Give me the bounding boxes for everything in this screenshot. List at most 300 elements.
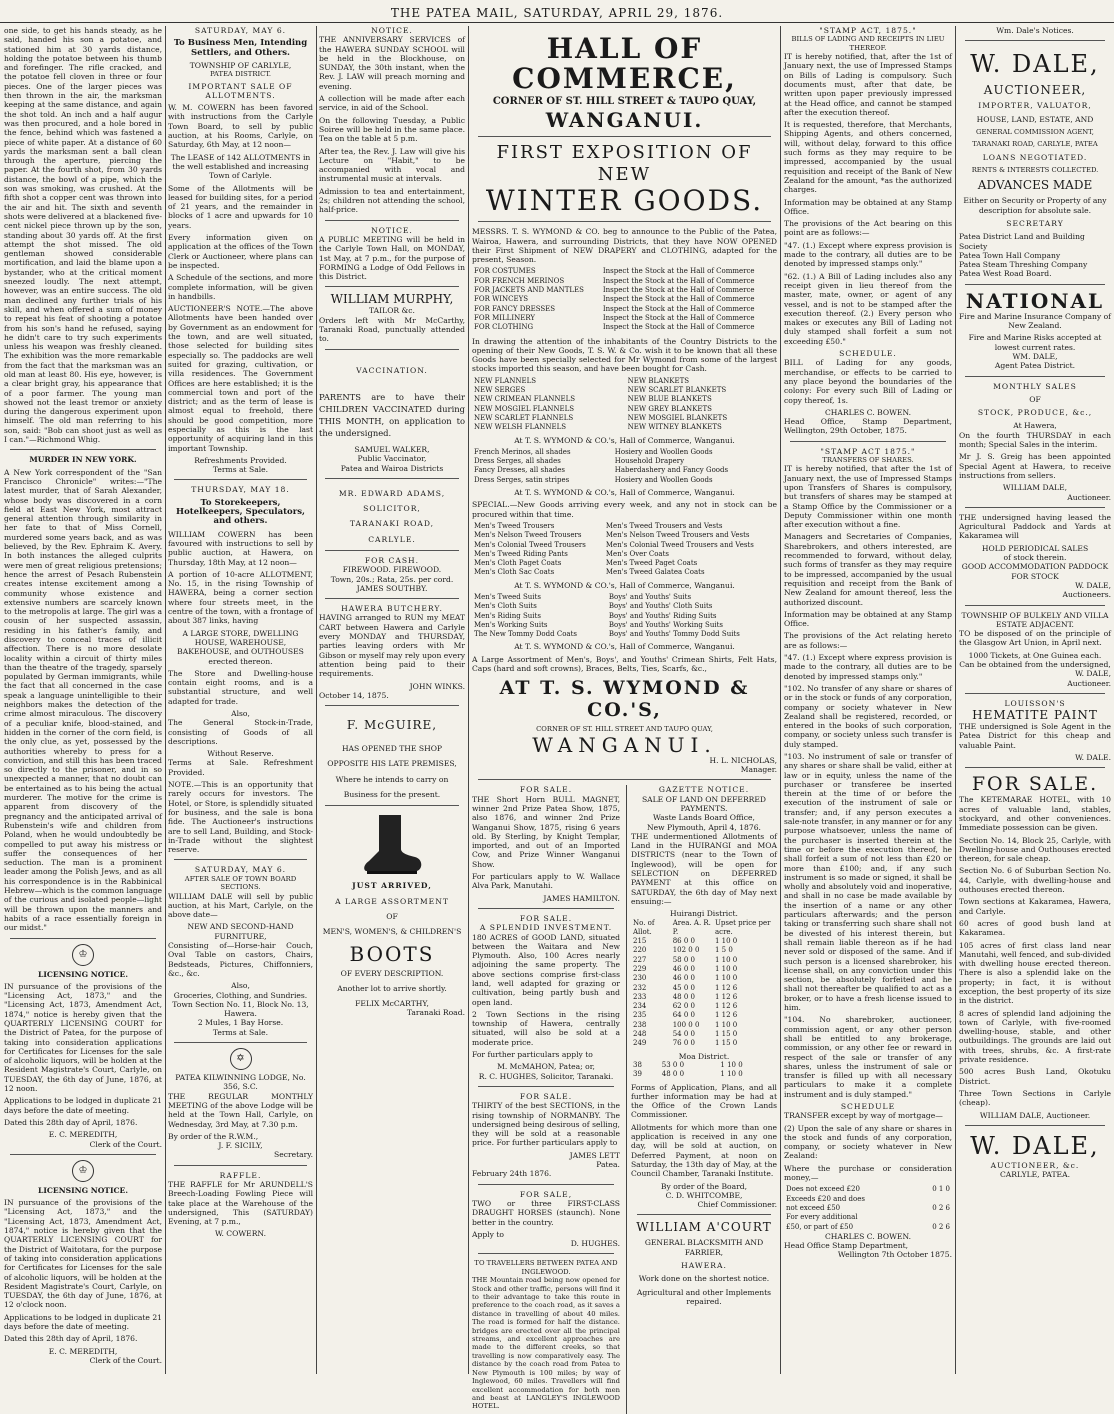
ketemarae-text: The KETEMARAE HOTEL, with 10 acres of valuable land, stables, stockyard, and other conveniences. Immediate possession can be given.: [959, 795, 1111, 833]
lett-name: JAMES LETT: [569, 1150, 620, 1160]
table-cell: [917, 1213, 952, 1222]
table-cell: Men's Working Suits: [474, 620, 548, 629]
walker-district: Patea and Wairoa Districts: [340, 463, 444, 473]
orders-text: Orders left with Mr McCarthy, Taranaki Road, punctually attended to.: [319, 315, 465, 344]
groceries-text: Groceries, Clothing, and Sundries.: [173, 990, 308, 1000]
special-text: SPECIAL.—New Goods arriving every week, and any not in stock can be procured within that time.: [472, 500, 777, 519]
table-cell: NEW FLANNELS: [474, 376, 537, 385]
mcmahon-name: M. McMAHON, Patea; or,: [497, 1062, 595, 1072]
table-row: [472, 531, 777, 540]
upon-text: (2) Upon the sale of any share or shares in the stock and funds of any corporation, company, or society whatever in New Zealand:: [784, 1123, 952, 1161]
also-text-2: Also,: [231, 981, 250, 991]
table-cell: 86 0 0: [672, 937, 695, 946]
table-cell: 249: [632, 1039, 647, 1048]
licensing-sign-2: E. C. MEREDITH,: [48, 1346, 118, 1356]
assort-text: A Large Assortment of Men's, Boys', and Youths' Crimean Shirts, Felt Hats, Caps (hard and soft crowns), Braces, Belts, Ties, Scarfs, &c.,: [472, 654, 777, 674]
town-section-text: Town Section No. 11, Block No. 13, Hawera.: [172, 999, 309, 1019]
table-row: [472, 423, 777, 432]
table-cell: Men's Nelson Tweed Trousers and Vests: [605, 531, 750, 540]
section-47-text: "47. (1.) Except where express provision is made to the contrary, all duties are to be denoted by impressed stamps only.": [784, 240, 952, 269]
carlyle-text: CARLYLE.: [368, 534, 416, 544]
sole-text: THE undersigned is Sole Agent in the Patea District for this cheap and valuable Paint.: [959, 722, 1111, 750]
table-cell: Dress Serges, all shades: [474, 457, 561, 466]
costumes-table: [472, 267, 777, 332]
table-row: [631, 993, 777, 1002]
forms-text: Forms of Application, Plans, and all further information may be had at the Office of the Crown Lands Commissioner.: [630, 1082, 777, 1120]
table-row: [472, 568, 777, 577]
table-row: [631, 1011, 777, 1020]
head-office-2: Head Office Stamp Department,: [784, 1241, 909, 1251]
table-cell: 1 12 6: [714, 983, 738, 992]
table-cell: Men's Cloth Suits: [474, 602, 537, 611]
table-row: [631, 965, 777, 974]
section-47b-text: "47. (1.) Except where express provision is made to the contrary, all duties are to be denoted by impressed stamps only.": [784, 653, 952, 681]
table-cell: 0 2 6: [932, 1203, 950, 1212]
table-cell: Men's Nelson Tweed Trousers: [474, 531, 582, 540]
at-wymond-4: At T. S. WYMOND & CO.'s, Hall of Commerce, Wanganui.: [514, 642, 735, 652]
table-cell: 215: [632, 937, 647, 946]
hawera-text: HAWERA.: [681, 1261, 727, 1271]
table-header: Upset price per acre.: [714, 918, 771, 936]
dhughes-name: D. HUGHES.: [570, 1239, 620, 1249]
table-cell: 1 10 0: [714, 974, 738, 983]
at-wymond-2: At T. S. WYMOND & CO.'s, Hall of Commerce, Wanganui.: [514, 488, 735, 498]
table-cell: FOR COSTUMES: [474, 267, 536, 276]
table-row: [784, 1213, 952, 1222]
table-row: [472, 414, 777, 423]
table-row: [472, 267, 777, 276]
table-cell: FOR CLOTHING: [474, 323, 534, 332]
table-cell: 46 0 0: [672, 974, 695, 983]
auctioneer-note: AUCTIONEER'S NOTE.—The above Allotments have been handed over by Government as an endowment for the town, and are well situated, those selected for building sites especially so. The paddocks are well suited for grazing, cultivation, or villa residences. The Government Offices are here established; it is the commercial town and port of the district; and as the term of lease is almost equal to freehold, there should be good competition, more especially as this is the last opportunity of acquiring land in this important Township.: [168, 304, 313, 453]
head-office-1: Head Office, Stamp Department, Wellington, 29th October, 1875.: [784, 417, 952, 436]
table-cell: FOR MILLINERY: [474, 313, 535, 322]
arrived-heading: JUST ARRIVED,: [352, 881, 432, 891]
licensing-body-1: IN pursuance of the provisions of the "Licensing Act, 1873," and the "Licensing Act, 1873, Amendment Act, 1874," notice is hereby given that the QUARTERLY LICENSING COURT for the District of Patea, for the purpose of taking into consideration applications for Certificates for Licenses for the sale of alcoholic liquors, will be holden at the Resident Magistrate's Court, Carlyle, on TUESDAY, the 6th day of June, 1876, at 12 noon.: [4, 981, 162, 1094]
wmdale-name: WM. DALE,: [1012, 351, 1058, 361]
table-row: [631, 937, 777, 946]
obtained-text: Can be obtained from the undersigned,: [959, 659, 1111, 669]
masonic-emblem-icon: ✡: [230, 1048, 252, 1070]
tailor-text: TAILOR &c.: [369, 306, 415, 316]
anniversary-text: THE ANNIVERSARY SERVICES of the HAWERA SUNDAY SCHOOL will be held in the Blockhouse, on SUNDAY, the 30th instant, when the Rev. J. LAW will preach morning and evening.: [319, 35, 465, 91]
column-rule: [316, 26, 317, 1374]
column-5: [784, 26, 952, 1376]
advances-heading: ADVANCES MADE: [977, 178, 1093, 193]
secretary-item: Patea District Land and Building Society: [959, 232, 1085, 251]
stamp-body-2: IT is hereby notified, that after the 1st of January next, the use of Impressed Stamps upon Transfers of Shares is compulsory, but transfers of shares may be stamped at a Stamp Office by the Commissioner or a Deputy Commissioner within one month after execution without a fine.: [784, 464, 952, 530]
table-cell: 45 0 0: [672, 983, 695, 992]
murphy-heading: WILLIAM MURPHY,: [330, 292, 454, 307]
notice-heading: NOTICE.: [371, 26, 413, 35]
table-cell: Exceeds £20 and does: [786, 1194, 865, 1203]
table-cell: The New Tommy Dodd Coats: [474, 630, 577, 639]
wanganui-heading: WANGANUI.: [545, 108, 704, 133]
section-text-2: Section No. 6 of Suburban Section No. 44, Carlyle, with dwelling-house and outhouses erected thereon.: [959, 866, 1111, 895]
info-text: Information may be obtained at any Stamp Office.: [784, 197, 952, 216]
fivehundred-text: 500 acres Bush Land, Okotuku District.: [959, 1067, 1111, 1086]
manager-text: Manager.: [740, 765, 777, 775]
loans-text: LOANS NEGOTIATED.: [982, 152, 1088, 162]
intro-text: MESSRS. T. S. WYMOND & CO. beg to announce to the Public of the Patea, Wairoa, Hawera, and surrounding Districts, that they have NOW OPENED their First Shipment of NEW DRAPERY and CLOTHING, adapted for the present, Season.: [472, 227, 777, 265]
auctioneer-text-3: Auctioneers.: [1062, 590, 1111, 600]
athawera-text: At Hawera,: [1013, 421, 1057, 431]
hall-heading: HALL OF COMMERCE,: [512, 32, 737, 95]
wdale-name-5: W. DALE.: [1075, 753, 1111, 763]
table-cell: Inspect the Stock at the Hall of Commerce: [602, 286, 755, 295]
newplymouth-text: New Plymouth, April 4, 1876.: [647, 822, 761, 832]
gazette-heading: GAZETTE NOTICE.: [658, 785, 750, 795]
table-cell: 100 0 0: [672, 1020, 700, 1029]
meeting-text: A PUBLIC MEETING will be held in the Carlyle Town Hall, on MONDAY, 1st May, at 7 p.m., for the purpose of FORMING a Lodge of Odd Fellows in this District.: [319, 234, 465, 282]
table-cell: 64 0 0: [672, 1011, 695, 1020]
marksman-story: one side, to get his hands steady, as he said, handed his son a potatoe, and stationed him at 30 yards distance, holding the potatoe between his thumb and forefinger. The rifle cracked, and the potatoe fell cloven in three or four pieces. One of the larger pieces was then thrown in the air, the marksman keeping at the same distance, and again the shot told. An inch and a half augur was then procured, and a hole bored in the fence, behind which was fastened a piece of white paper. At a distance of 60 yards the marksman sent a ball clean through the aperture, piercing the paper. At the fourth shot, from 30 yards distance, the bowl of a pipe, which the son was smoking, was crushed. At the fifth shot a copper cent was thrown into the air and hit. The sixth and seventh shots were delivered at a blackened five-cent nickel piece thrown up by the son, standing about 30 yards off. At the first attempt the shot missed. The old gentleman showed considerable mortification, and laid the blame upon a bystander, who at the critical moment sneezed loudly. The next attempt, however, was an entire success. The old man declined any further trials of his skill, and when offered a sum of money to repeat his feat of shooting a potatoe from his son's hand he refused, saying he didn't care to try such experiments unless his weapon was freshly cleaned. The exhibition was the more remarkable from the fact that the marksman was an old man at least 80. His eye, however, is a clear bright gray, his appearance that of a poor farmer. The young man showed not the least tremor or anxiety during the dangerous experiment upon himself. The old man referring to his son, said: "Bob can shoot just as well as I can."—Richmond Whig.: [4, 26, 162, 445]
secretary-heading: SECRETARY: [1006, 219, 1064, 228]
secretary-item: Patea West Road Board.: [959, 269, 1052, 279]
district-heading: PATEA DISTRICT.: [209, 70, 272, 79]
table-cell: Men's Riding Suits: [474, 611, 541, 620]
wdale-name-3: W. DALE,: [1075, 580, 1111, 590]
table-cell: 1 12 6: [714, 1011, 738, 1020]
table-cell: 62 0 0: [672, 1002, 695, 1011]
drawing-text: In drawing the attention of the inhabitants of the Country Districts to the opening of their New Goods, T. S. W. & Co. wish it to be known that all these Goods have been specially selected for Mr Wymond from some of the largest stocks imported this season, and have been bought for Cash.: [472, 336, 777, 374]
table-cell: Men's Colonial Tweed Trousers: [474, 540, 586, 549]
two-sections-text: 2 Town Sections in the rising township of Hawera, centrally situated, will also be sold at a moderate price.: [472, 1009, 620, 1047]
bull-apply: For particulars apply to W. Wallace Alva Park, Manutahi.: [472, 872, 620, 891]
table-cell: Men's Colonial Tweed Trousers and Vests: [605, 540, 754, 549]
table-cell: Inspect the Stock at the Hall of Commerce: [602, 304, 755, 313]
licensing-apps-1: Applications to be lodged in duplicate 21 days before the date of meeting.: [4, 1096, 163, 1115]
first-heading: FIRST EXPOSITION OF NEW: [496, 142, 753, 186]
table-header: Area. A. R. P.: [672, 918, 711, 936]
table-cell: 1 10 0: [714, 937, 738, 946]
column-4: [472, 26, 777, 1411]
schedule-heading: SCHEDULE.: [839, 349, 897, 359]
table-cell: FOR FRENCH MERINOS: [474, 276, 565, 285]
sale-date-3: SATURDAY, MAY 6.: [194, 865, 287, 875]
huirangi-heading: Huirangi District.: [670, 909, 738, 919]
terms-text: Terms at Sale.: [212, 465, 269, 475]
sale-date-1: SATURDAY, MAY 6.: [194, 26, 287, 35]
table-cell: 1 10 0: [720, 1060, 743, 1069]
importer-text: IMPORTER, VALUATOR,: [978, 101, 1092, 111]
table-cell: NEW BLUE BLANKETS: [627, 395, 712, 404]
managers-text: Managers and Secretaries of Companies, Sharebrokers, and others interested, are recommended to forward, without delay, such forms of transfer as they may require to be impressed, accompanied by the usual requisition and receipt from the Bank of New Zealand for amount thereof, less the authorized discount.: [784, 532, 952, 607]
column-rule: [780, 26, 781, 1374]
town-text: Town sections at Kakaramea, Hawera, and Carlyle.: [959, 897, 1111, 916]
fourth-text: On the fourth THURSDAY in each month; Special Sales in the interim.: [959, 430, 1111, 450]
after-tea-text: After tea, the Rev. J. Law will give his Lecture on "Habit," to be accompanied with vocal and instrumental music at intervals.: [319, 146, 465, 184]
table-cell: 1 15 0: [714, 1030, 738, 1039]
table-row: [784, 1195, 952, 1204]
table-row: [472, 522, 777, 531]
table-cell: French Merinos, all shades: [474, 447, 571, 456]
table-cell: 220: [632, 946, 647, 955]
flannels-table: [472, 377, 777, 433]
table-cell: 1 12 6: [714, 1002, 738, 1011]
info-text-2: Information may be obtained at any Stamp Office.: [784, 609, 952, 629]
also-text: Also,: [231, 709, 250, 718]
table-row: [472, 377, 777, 386]
table-row: [472, 286, 777, 295]
for-sale-column: [472, 785, 620, 1413]
corner-heading: CORNER OF ST. HILL STREET & TAUPO QUAY,: [492, 96, 757, 107]
carlyle-text: CARLYLE, PATEA.: [1000, 1170, 1070, 1180]
acres-text: 180 ACRES of GOOD LAND, situated between the Waitara and New Plymouth. Also, 100 Acres nearly adjoining the same property. The above sections comprise first-class land, well adapted for grazing or cultivation, being partly bush and open land.: [472, 932, 620, 1007]
butchery-heading: HAWERA BUTCHERY.: [341, 604, 443, 614]
eight-text: 8 acres of splendid land adjoining the town of Carlyle, with five-roomed dwelling-house, stable, and other outbuildings. The grounds are laid out with trees, shrubs, &c. A first-rate private residence.: [959, 1008, 1111, 1065]
stock-text: The General Stock-in-Trade, consisting of Goods of all descriptions.: [168, 718, 313, 746]
business-text: Business for the present.: [343, 790, 441, 800]
table-row: [784, 1185, 952, 1194]
opposite-text: OPPOSITE HIS LATE PREMISES,: [327, 759, 457, 769]
splendid-heading: A SPLENDID INVESTMENT.: [479, 923, 613, 933]
licensing-role-1: Clerk of the Court.: [89, 1139, 162, 1149]
moa-heading: Moa District.: [678, 1051, 730, 1061]
column-rule: [955, 26, 956, 1374]
thirty-text: THIRTY of the best SECTIONS, in the rising township of NORMANBY. The undersigned being desirous of selling, they will be sold at a reasonable price. For further particulars apply to: [472, 1101, 620, 1148]
table-cell: 54 0 0: [672, 1030, 695, 1039]
winks-name: JOHN WINKS.: [409, 681, 465, 691]
table-cell: 1 10 0: [714, 965, 738, 973]
collection-text: A collection will be made after each service, in aid of the School.: [319, 94, 465, 113]
table-cell: 0 2 6: [932, 1222, 950, 1231]
licensing-sign-1: E. C. MEREDITH,: [48, 1130, 118, 1140]
masthead: THE PATEA MAIL, SATURDAY, APRIL 29, 1876.: [390, 6, 724, 20]
nicholas-name: H. L. NICHOLAS,: [709, 755, 777, 765]
transfers-heading: TRANSFERS OF SHARES.: [822, 455, 914, 464]
table-row: [472, 277, 777, 286]
travellers-heading: TO TRAVELLERS BETWEEN PATEA AND INGLEWOOD.: [474, 1259, 618, 1276]
table-cell: 230: [632, 974, 647, 983]
for-sale-heading-1: FOR SALE.: [519, 785, 573, 795]
good-text: GOOD ACCOMMODATION PADDOCK FOR STOCK: [961, 562, 1109, 581]
table-cell: Inspect the Stock at the Hall of Commerce: [602, 323, 755, 332]
suits-table: [472, 593, 777, 639]
request-text: It is requested, therefore, that Merchants, Shipping Agents, and others concerned, will, without delay, forward to this office such forms as they may require to be impressed, accompanied by the usual requisition and receipt of the Bank of New Zealand for the amount, *as the authorized charges.: [784, 120, 952, 195]
of-text: OF: [1029, 394, 1041, 404]
solicitor-text: SOLICITOR,: [363, 504, 421, 514]
at-wymond-1: At T. S. WYMOND & CO.'s, Hall of Commerce, Wanganui.: [514, 435, 735, 445]
house-text: HOUSE, LAND, ESTATE, AND: [976, 114, 1094, 124]
raffle-heading: RAFFLE.: [219, 1170, 262, 1180]
table-row: [472, 541, 777, 550]
table-cell: 1 15 0: [714, 1039, 738, 1048]
glasgow-text: TO be disposed of on the principle of the Glasgow Art Union, in April next.: [959, 629, 1111, 648]
table-cell: 76 0 0: [672, 1039, 695, 1048]
moa-table: [631, 1061, 777, 1080]
table-cell: NEW MOSGIEL FLANNELS: [474, 404, 575, 413]
table-row: [784, 1204, 952, 1213]
for-sale-heading-2: FOR SALE.: [519, 913, 573, 923]
allotments-text: Allotments for which more than one application is received in any one day, will be sold at auction, on Deferred Payment, at noon on Saturday, the 13th day of May, at the Council Chamber, Taranaki Institute.: [630, 1122, 777, 1179]
table-row: [784, 1223, 952, 1232]
bill-of-lading-text: BILL of Lading for any goods, merchandise, or effects to be carried to any place beyond the boundaries of the colony: For every such Bill of Lading or copy thereof, 1s.: [784, 358, 952, 405]
provisions-text: The provisions of the Act bearing on this point are as follows:—: [784, 219, 952, 238]
table-cell: Men's Tweed Suits: [474, 592, 541, 601]
wdale-name-4: W. DALE,: [1075, 669, 1111, 679]
consist-text: Consisting of—Horse-hair Couch, Oval Table on castors, Chairs, Bedsteads, Pictures, Chiffonniers, &c., &c.: [168, 941, 313, 978]
table-row: [472, 476, 777, 485]
section-62-text: "62. (1.) A Bill of Lading includes also any receipt given in lieu thereof from the master, mate, owner, or agent of any vessel, and is not to be stamped after the execution thereof. (2.) Every person who makes or executes any Bill of Lading not duly stamped shall forfeit a sum not exceeding £50.": [784, 271, 952, 346]
deferred-heading: SALE OF LAND ON DEFERRED PAYMENTS.: [641, 794, 767, 813]
licensing-date-1: Dated this 28th day of April, 1876.: [4, 1117, 138, 1127]
apply-text: Apply to: [472, 1229, 504, 1239]
table-cell: 53 0 0: [661, 1060, 685, 1069]
table-cell: 1 10 0: [720, 1070, 743, 1079]
royal-arms-icon: ♔: [72, 944, 94, 966]
table-cell: Men's Cloth Paget Coats: [474, 559, 562, 568]
wdale-heading: W. DALE,: [970, 50, 1100, 79]
walker-role: Public Vaccinator,: [357, 454, 427, 464]
table-cell: FOR WINCEYS: [474, 295, 529, 304]
masthead-rule: [0, 22, 1114, 23]
licensing-date-2: Dated this 28th day of April, 1876.: [4, 1334, 138, 1344]
table-cell: Household Drapery: [614, 457, 685, 466]
walker-name: SAMUEL WALKER,: [354, 444, 430, 454]
table-row: [631, 1061, 777, 1070]
merinos-table: [472, 448, 777, 485]
taranaki-road-text: TARANAKI ROAD, CARLYLE, PATEA: [972, 140, 1098, 149]
table-cell: Men's Tweed Riding Pants: [474, 549, 568, 558]
sale-to-1: To Business Men, Intending Settlers, and Others.: [173, 38, 308, 58]
table-cell: Fancy Dresses, all shades: [474, 466, 565, 475]
table-row: [631, 1039, 777, 1048]
table-row: [472, 621, 777, 630]
stamp-heading-2: "STAMP ACT 1875.": [820, 446, 916, 456]
schedule-heading-2: SCHEDULE: [840, 1101, 896, 1111]
table-cell: [917, 1195, 952, 1204]
licensing-heading-2: LICENSING NOTICE.: [37, 1185, 128, 1195]
table-cell: Boys' and Youths' Riding Suits: [608, 611, 717, 620]
table-row: [631, 946, 777, 955]
table-cell: Inspect the Stock at the Hall of Commerce: [602, 267, 755, 276]
blacksmith-text: GENERAL BLACKSMITH AND FARRIER,: [644, 1238, 764, 1257]
table-cell: NEW WITNEY BLANKETS: [627, 423, 722, 432]
table-cell: FOR JACKETS AND MANTLES: [474, 286, 584, 295]
another-text: Another lot to arrive shortly.: [337, 983, 447, 993]
licensing-apps-2: Applications to be lodged in duplicate 21 days before the date of meeting.: [4, 1312, 163, 1331]
table-cell: 39: [632, 1070, 642, 1079]
table-cell: NEW SCARLET FLANNELS: [474, 413, 574, 422]
table-cell: not exceed £50: [786, 1203, 841, 1212]
table-row: [631, 1030, 777, 1039]
lodge-role: Secretary.: [274, 1150, 313, 1160]
column-2: [168, 26, 313, 1376]
date-text-2: Wellington 7th October 1875.: [837, 1250, 952, 1260]
feb-date: February 24th 1876.: [472, 1169, 552, 1179]
table-cell: 227: [632, 955, 647, 964]
table-row: [472, 295, 777, 304]
dale-text: WILLIAM DALE will sell by public auction, at his Mart, Carlyle, on the above date—: [168, 891, 313, 920]
travellers-text: THE Mountain road being now opened for Stock and other traffic, persons will find it to their advantage to take this route in preference to the coach road, as it saves a distance in travelling of about 40 miles. The road is formed for half the distance. bridges are erected over all the principal streams, and excellent approaches are made to the different creeks, so that travelling is now comparatively easy. The distance by the coach road from Patea to New Plymouth is 100 miles; by way of Inglewood, 60 miles. Travellers will find excellent accommodation for both men and beast at LANGLEY'S INGLEWOOD HOTEL.: [472, 1276, 620, 1411]
provisions-text-2: The provisions of the Act relating hereto are as follows:—: [784, 631, 952, 650]
table-row: [472, 323, 777, 332]
table-cell: Hosiery and Woollen Goods: [614, 447, 713, 456]
agent-text: Agent Patea District.: [994, 361, 1076, 371]
leased-text: THE undersigned having leased the Agricultural Paddock and Yards at Kakaramea will: [959, 512, 1111, 541]
tuesday-text: On the following Tuesday, a Public Soiree will be held in the same place. Tea on the table at 5 p.m.: [319, 115, 465, 144]
corner-text-2: CORNER OF ST. HILL STREET AND TAUPO QUAY,: [536, 725, 713, 734]
refreshments: Refreshments Provided.: [194, 455, 287, 465]
raffle-sign: W. COWERN.: [215, 1229, 266, 1239]
table-cell: 58 0 0: [672, 955, 695, 964]
table-cell: Dress Serges, satin stripes: [474, 475, 570, 484]
bulkely-heading: TOWNSHIP OF BULKELY AND VILLA ESTATE ADJACENT.: [961, 610, 1109, 629]
at-wymond-big: AT T. S. WYMOND & CO.'S,: [499, 677, 750, 722]
table-cell: Inspect the Stock at the Hall of Commerce: [602, 276, 755, 285]
lease-text: The LEASE of 142 ALLOTMENTS in the well established and increasing Town of Carlyle.: [170, 152, 311, 181]
further-text: For further particulars apply to: [472, 1050, 593, 1060]
table-row: [631, 974, 777, 983]
fire-text: Fire and Marine Insurance Company of New Zealand.: [959, 311, 1111, 331]
wdale-name-2: WILLIAM DALE,: [1002, 483, 1068, 493]
table-cell: 248: [632, 1030, 647, 1039]
bull-text: THE Short Horn BULL MAGNET, winner 2nd Prize Patea Show, 1875, also 1876, and winner 2nd Prize Wanganui Show, 1875, rising 6 years old. By Sterling, by Knight Templar, imported, and out of an Imported Cow, and Prize Winner Wanganui Show.: [472, 794, 620, 869]
gazette-column: [626, 785, 777, 1413]
table-cell: 1 10 0: [714, 1020, 738, 1029]
mcguire-heading: F. McGUIRE,: [346, 718, 438, 733]
dales-notices-heading: Wm. Dale's Notices.: [996, 26, 1074, 35]
table-cell: For every additional: [786, 1213, 858, 1222]
reserve-text: Without Reserve.: [207, 749, 274, 759]
column-3: [319, 26, 465, 1376]
terms-text-2: Terms at Sale. Refreshment Provided.: [168, 758, 313, 777]
adams-heading: MR. EDWARD ADAMS,: [338, 488, 446, 498]
table-cell: 229: [632, 965, 647, 973]
notice-heading-2: NOTICE.: [371, 225, 413, 235]
table-cell: Inspect the Stock at the Hall of Commerce: [602, 295, 755, 304]
table-row: [472, 405, 777, 414]
lett-location: Patea.: [596, 1160, 620, 1170]
meat-text: HAVING arranged to RUN my MEAT CART between Hawera and Carlyle every MONDAY and THURSDAY, parties leaving orders with Mr Gibson or myself may rely upon every attention being paid to their requirements.: [319, 613, 465, 679]
table-cell: 234: [632, 1002, 647, 1011]
sale-date-2: THURSDAY, MAY 18.: [191, 485, 290, 495]
implements-text: Agricultural and other Implements repaired.: [636, 1287, 772, 1306]
for-sale-heading-4: FOR SALE,: [519, 1189, 573, 1199]
contain-text: The Store and Dwelling-house contain eight rooms, and is a substantial structure, and well adapted for trade.: [168, 668, 313, 706]
table-row: [472, 612, 777, 621]
vaccination-heading: VACCINATION.: [356, 365, 428, 375]
table-row: [472, 630, 777, 639]
table-row: [472, 395, 777, 404]
auctioneer-text-2: Auctioneer.: [1067, 492, 1111, 502]
table-row: [472, 466, 777, 475]
table-row: [472, 448, 777, 457]
table-cell: Men's Tweed Trousers and Vests: [605, 521, 723, 530]
licensing-role-2: Clerk of the Court.: [89, 1355, 162, 1365]
bowen-name-2: CHARLES C. BOWEN.: [824, 1231, 912, 1241]
table-row: [472, 559, 777, 568]
lodge-heading: PATEA KILWINNING LODGE, No. 356, S.C.: [175, 1073, 306, 1092]
table-cell: Men's Tweed Paget Coats: [605, 559, 698, 568]
table-cell: NEW SERGES: [474, 386, 526, 395]
table-cell: NEW MOSGIEL BLANKETS: [627, 413, 728, 422]
table-row: [472, 593, 777, 602]
table-cell: Hosiery and Woollen Goods: [614, 475, 713, 484]
table-cell: 46 0 0: [672, 965, 695, 973]
table-header: No. of Allot.: [632, 918, 655, 936]
under-text: THE undermentioned Allotments of Land in the HUIRANGI and MOA DISTRICTS (near to the Town of Inglewood), will be open for SELECTION on DEFERRED PAYMENT at this office on SATURDAY, the 6th day of May next ensuing:—: [630, 831, 777, 906]
table-row: [631, 1070, 777, 1079]
sale-heading: IMPORTANT SALE OF ALLOTMENTS.: [188, 81, 293, 100]
table-cell: 38: [632, 1060, 642, 1069]
section-text: Section No. 14, Block 25, Carlyle, with Dwelling-house and Outhouses erected thereon, for sale cheap.: [959, 835, 1111, 864]
at-wymond-3: At T. S. WYMOND & CO.'s, Hall of Commerce, Wanganui.: [514, 580, 735, 590]
table-cell: 1 12 6: [714, 992, 738, 1001]
mules-text: 2 Mules, 1 Bay Horse.: [197, 1018, 284, 1028]
waste-text: Waste Lands Board Office,: [653, 813, 755, 823]
